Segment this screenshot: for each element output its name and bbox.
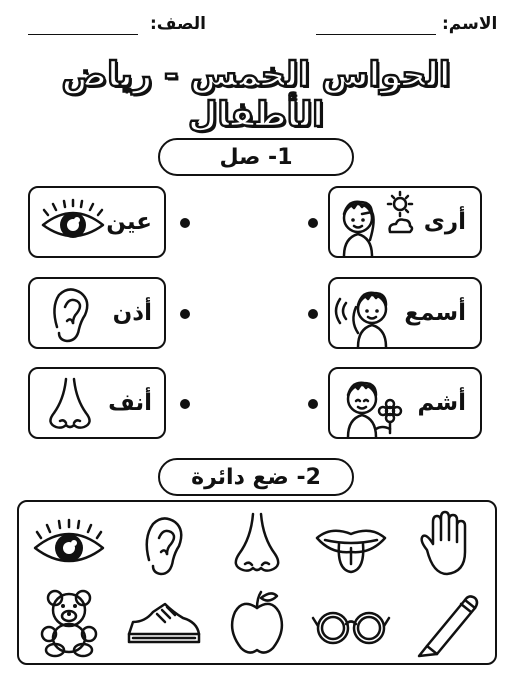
class-input-line[interactable] [28,34,138,35]
boy-smelling-flower-icon [332,371,412,437]
class-label: الصف: [150,14,207,34]
grid-ear[interactable] [123,510,203,580]
word-smell: أشم [417,390,466,416]
card-smell[interactable] [328,367,482,439]
boy-shading-eyes-icon [332,190,414,256]
card-eye[interactable] [28,186,166,258]
sneaker-icon [123,588,203,658]
tongue-icon [311,510,391,580]
grid-tongue[interactable] [311,510,391,580]
card-nose[interactable] [28,367,166,439]
word-ear: أذن [112,300,152,326]
pencil-icon [405,588,485,658]
eye-icon [38,199,108,249]
glasses-icon [311,588,391,658]
grid-pencil[interactable] [405,588,485,658]
match-dot-right-1[interactable] [308,218,318,228]
grid-glasses[interactable] [311,588,391,658]
card-hear[interactable] [328,277,482,349]
match-dot-right-3[interactable] [308,399,318,409]
match-dot-left-1[interactable] [180,218,190,228]
teddy-bear-icon [29,588,109,658]
section2-label: 2- ضع دائرة [191,464,321,490]
boy-listening-icon [332,281,408,347]
word-eye: عين [106,209,152,235]
match-dot-right-2[interactable] [308,309,318,319]
section2-heading [158,458,354,496]
section1-label: 1- صل [219,144,293,170]
apple-icon [217,588,297,658]
nose-icon [40,375,100,435]
name-label: الاسم: [442,14,498,34]
word-nose: أنف [108,390,152,416]
circle-grid [17,500,497,665]
match-dot-left-2[interactable] [180,309,190,319]
grid-sneaker[interactable] [123,588,203,658]
ear-icon [123,510,203,580]
word-see: أرى [423,209,466,235]
match-dot-left-3[interactable] [180,399,190,409]
eye-icon [29,510,109,580]
grid-apple[interactable] [217,588,297,658]
ear-icon [45,285,95,345]
name-input-line[interactable] [316,34,436,35]
grid-hand[interactable] [405,510,485,580]
word-hear: أسمع [404,300,466,326]
nose-icon [217,510,297,580]
card-see[interactable] [328,186,482,258]
grid-teddy-bear[interactable] [29,588,109,658]
grid-nose[interactable] [217,510,297,580]
grid-eye[interactable] [29,510,109,580]
card-ear[interactable] [28,277,166,349]
hand-icon [405,510,485,580]
section1-heading [158,138,354,176]
page-title: الحواس الخمس - رياض الأطفال [61,55,451,135]
